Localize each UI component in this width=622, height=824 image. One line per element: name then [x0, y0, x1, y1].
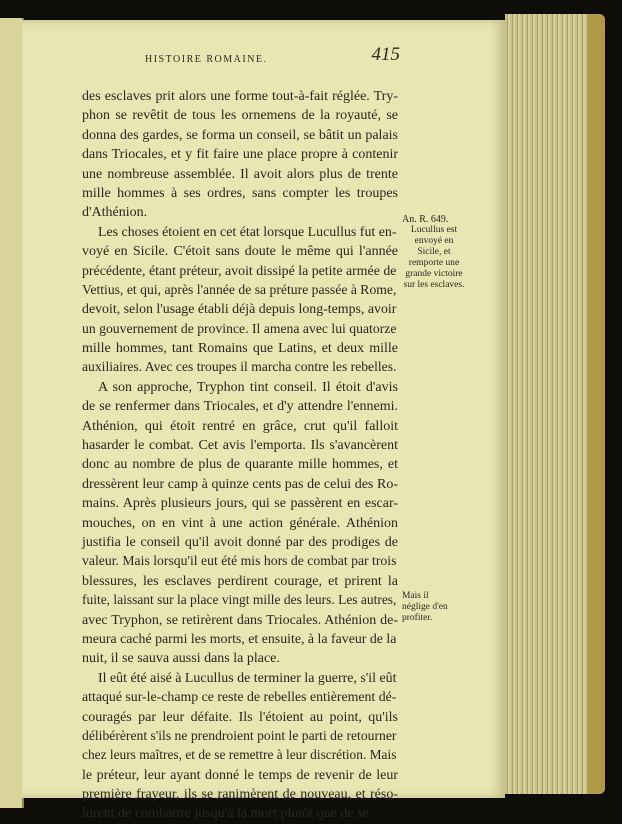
text-line: Athénion, qui étoit rentré en grâce, crut qu'il falloit — [82, 418, 398, 434]
text-line-row — [82, 455, 398, 474]
text-line-row — [82, 785, 398, 804]
text-line-row — [82, 87, 398, 106]
text-line: justifia le conseil qu'il avoit donné par des prodiges de — [82, 534, 398, 550]
text-line: précédente, étant préteur, avoit dissipé la petite armée de — [82, 263, 397, 279]
text-line-row — [82, 688, 398, 707]
body-text — [82, 87, 398, 824]
text-line: A son approche, Tryphon tint conseil. Il étoit d'avis — [98, 379, 398, 395]
text-line-row — [82, 203, 398, 222]
text-line-row — [82, 320, 398, 339]
margin-note-year: An. R. 649. — [402, 214, 449, 225]
text-line: mille hommes, tant Romains que Latins, et deux mille — [82, 341, 398, 357]
text-line-row — [82, 591, 398, 610]
text-line: couragés par leur défaite. Ils l'étoient au point, qu'ils — [82, 709, 398, 725]
text-line-row — [82, 766, 398, 785]
text-line: devoit, selon l'usage établi déjà depuis long-temps, avoir — [82, 302, 397, 318]
text-line-row — [82, 494, 398, 513]
text-line-row — [82, 165, 398, 184]
text-line: première frayeur, ils se ranimèrent de nouveau, et réso- — [82, 787, 398, 803]
text-line-row — [82, 552, 398, 571]
text-line-row — [82, 669, 398, 688]
text-line-row — [82, 262, 398, 281]
text-line: Vettius, et qui, après l'année de sa préture passée à Rome, — [82, 282, 397, 298]
text-line-row — [82, 533, 398, 552]
margin-note-text: Lucullus est envoyé en Sicile, et remporte une grande victoire sur les esclaves. — [403, 225, 465, 290]
running-header — [145, 44, 400, 70]
page-number: 415 — [371, 44, 400, 65]
text-line-row — [82, 708, 398, 727]
text-line: blessures, les esclaves perdirent courage, et prirent la — [82, 573, 398, 589]
text-line-row — [82, 514, 398, 533]
text-line-row — [82, 611, 398, 630]
text-line: mille hommes à ses ordres, sans compter les troupes — [82, 185, 398, 201]
text-line: avec Tryphon, se retirèrent dans Triocales. Athénion de- — [82, 612, 398, 628]
text-line: délibérèrent s'ils ne prendroient point le parti de retourner — [82, 728, 397, 744]
text-line-row — [82, 358, 398, 377]
text-line: mains. Après plusieurs jours, qui se passèrent en escar- — [82, 496, 398, 512]
text-line: donna des gardes, se forma un conseil, se bâtit un palais — [82, 127, 398, 143]
text-line: hasarder le combat. Cet avis l'emporta. Ils s'avancèrent — [82, 438, 398, 454]
text-line-row — [82, 223, 398, 242]
facing-page-edge — [0, 18, 24, 808]
text-line-row — [82, 475, 398, 494]
text-line-row — [82, 649, 398, 668]
text-line-row — [82, 281, 398, 300]
text-line: Les choses étoient en cet état lorsque Lucullus fut en- — [98, 224, 397, 240]
text-line-row — [82, 126, 398, 145]
text-line: Il eût été aisé à Lucullus de terminer la guerre, s'il eût — [98, 670, 397, 686]
text-line: de se renfermer dans Triocales, et d'y attendre l'ennemi. — [82, 399, 398, 415]
text-line: dans Triocales, et y fit faire une place propre à contenir — [82, 147, 398, 163]
text-line: chez leurs maîtres, et de se remettre à leur discrétion. Mais — [82, 748, 397, 764]
text-line-row — [82, 746, 398, 765]
text-line: meura caché parmi les morts, et ensuite, à la faveur de la — [82, 631, 397, 647]
text-line-row — [82, 300, 398, 319]
text-line: donc au nombre de plus de quarante mille hommes, et — [82, 457, 398, 473]
text-line: voyé en Sicile. C'étoit sans doute le même qui l'année — [82, 244, 398, 260]
text-line-row — [82, 106, 398, 125]
text-line: attaqué sur-le-champ ce reste de rebelles entièrement dé- — [82, 690, 397, 706]
text-line: une nombreuse assemblée. Il avoit alors plus de trente — [82, 166, 398, 182]
text-line: fuite, laissant sur la place vingt mille des leurs. Les autres, — [82, 593, 397, 609]
text-line: lurent de combattre jusqu'à la mort plutôt que de se — [82, 806, 369, 822]
text-line-row — [82, 339, 398, 358]
text-line-row — [82, 242, 398, 261]
text-line: le préteur, leur ayant donné le temps de revenir de leur — [82, 767, 398, 783]
text-line: d'Athénion. — [82, 205, 148, 221]
text-line-row — [82, 184, 398, 203]
text-line-row — [82, 397, 398, 416]
text-line-row — [82, 436, 398, 455]
book-fore-edge — [588, 14, 605, 794]
text-line: un gouvernement de province. Il amena avec lui quatorze — [82, 321, 397, 337]
text-line-row — [82, 417, 398, 436]
running-title: HISTOIRE ROMAINE. — [145, 54, 268, 65]
text-line: mouches, on en vint à une action générale. Athénion — [82, 515, 398, 531]
text-line-row — [82, 572, 398, 591]
text-line: dressèrent leur camp à quinze cents pas de celui des Ro- — [82, 476, 398, 492]
text-line-row — [82, 630, 398, 649]
margin-note-neglect — [402, 591, 458, 624]
margin-note-text: Mais il néglige d'en profiter. — [402, 591, 448, 623]
text-line-row — [82, 804, 398, 823]
text-line-row — [82, 727, 398, 746]
text-line: auxiliaires. Avec ces troupes il marcha contre les rebelles. — [82, 360, 397, 376]
text-line-row — [82, 378, 398, 397]
text-line: des esclaves prit alors une forme tout-à-fait réglée. Try- — [82, 89, 398, 104]
text-line-row — [82, 145, 398, 164]
text-line: phon se revêtit de tous les ornemens de la royauté, se — [82, 108, 398, 124]
text-line: nuit, il se sauva aussi dans la place. — [82, 651, 280, 667]
margin-note-lucullus — [402, 214, 466, 291]
text-line: valeur. Mais lorsqu'il eut été mis hors de combat par trois — [82, 554, 397, 570]
